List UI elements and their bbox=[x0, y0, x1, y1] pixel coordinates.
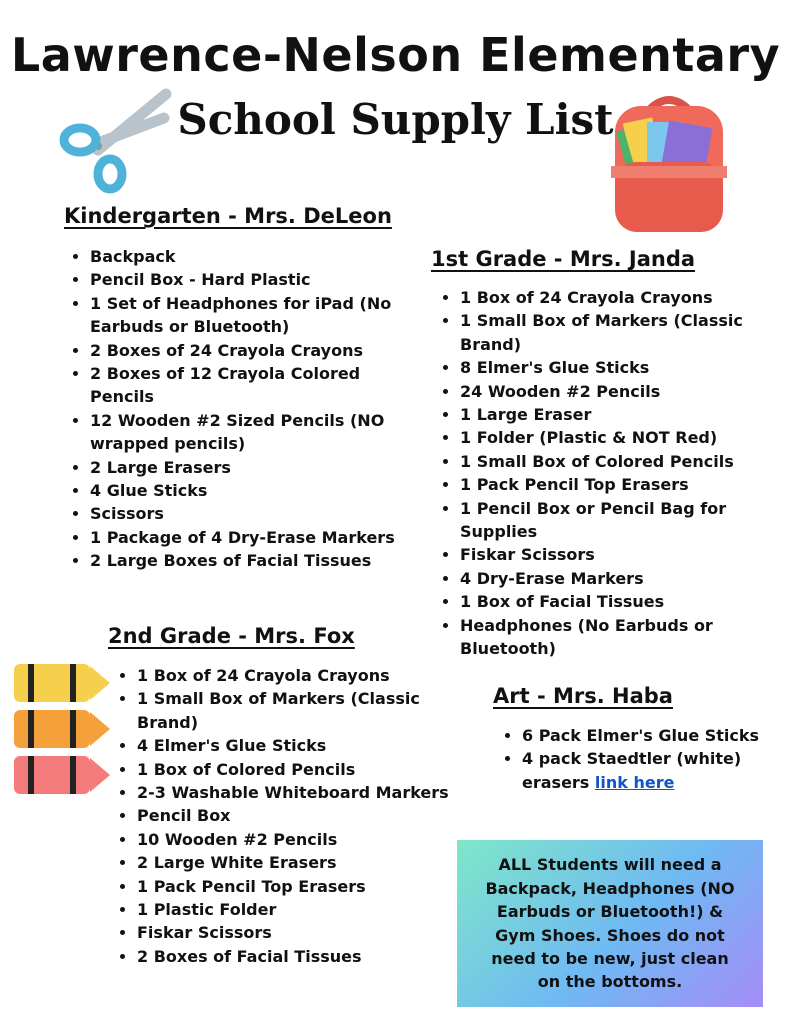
art-heading: Art - Mrs. Haba bbox=[493, 684, 673, 708]
list-item: • 1 Folder (Plastic & NOT Red) bbox=[460, 426, 780, 449]
list-item: • 1 Package of 4 Dry-Erase Markers bbox=[90, 526, 420, 549]
list-item: • 4 Glue Sticks bbox=[90, 479, 420, 502]
list-item: • 2 Boxes of Facial Tissues bbox=[137, 945, 472, 968]
list-item: • 12 Wooden #2 Sized Pencils (NO wrapped pencils) bbox=[90, 409, 420, 456]
list-item: • 1 Large Eraser bbox=[460, 403, 780, 426]
list-item: • 4 Elmer's Glue Sticks bbox=[137, 734, 472, 757]
list-item: • Fiskar Scissors bbox=[137, 921, 472, 944]
second-grade-list bbox=[111, 664, 472, 968]
list-item: • 1 Small Box of Colored Pencils bbox=[460, 450, 780, 473]
list-item: • 1 Box of 24 Crayola Crayons bbox=[460, 286, 780, 309]
all-students-notice bbox=[457, 840, 763, 1007]
list-item: • 1 Box of Facial Tissues bbox=[460, 590, 780, 613]
list-item: • 8 Elmer's Glue Sticks bbox=[460, 356, 780, 379]
list-item: • Pencil Box bbox=[137, 804, 472, 827]
eraser-link[interactable]: link here bbox=[594, 772, 675, 792]
scissors-icon bbox=[58, 88, 173, 200]
list-item: • 2-3 Washable Whiteboard Markers bbox=[137, 781, 472, 804]
crayons-icon bbox=[14, 660, 112, 800]
list-item: • 1 Box of 24 Crayola Crayons bbox=[137, 664, 472, 687]
list-item: • 2 Large Erasers bbox=[90, 456, 420, 479]
art-list bbox=[496, 724, 784, 794]
list-item: • 24 Wooden #2 Pencils bbox=[460, 380, 780, 403]
art-item-text: 4 pack Staedtler (white) erasers bbox=[522, 749, 742, 792]
notice-text: ALL Students will need a Backpack, Headphones (NO Earbuds or Bluetooth!) & Gym Shoes. Shoes do not need to be new, just clean on the bottoms. bbox=[485, 855, 735, 992]
list-item: • Pencil Box - Hard Plastic bbox=[90, 268, 420, 291]
backpack-icon bbox=[607, 92, 731, 234]
kindergarten-heading: Kindergarten - Mrs. DeLeon bbox=[64, 204, 392, 228]
list-item: • 1 Small Box of Markers (Classic Brand) bbox=[137, 687, 472, 734]
list-item: • 2 Boxes of 12 Crayola Colored Pencils bbox=[90, 362, 420, 409]
second-grade-heading: 2nd Grade - Mrs. Fox bbox=[108, 624, 355, 648]
first-grade-list bbox=[434, 286, 780, 661]
list-item: • Backpack bbox=[90, 245, 420, 268]
school-title: Lawrence-Nelson Elementary bbox=[10, 28, 781, 82]
list-item: • Headphones (No Earbuds or Bluetooth) bbox=[460, 614, 780, 661]
list-item: • 1 Set of Headphones for iPad (No Earbuds or Bluetooth) bbox=[90, 292, 420, 339]
list-item: • 1 Pack Pencil Top Erasers bbox=[137, 875, 472, 898]
list-item: • Fiskar Scissors bbox=[460, 543, 780, 566]
list-item: • 6 Pack Elmer's Glue Sticks bbox=[522, 724, 784, 747]
list-item: • 2 Large White Erasers bbox=[137, 851, 472, 874]
first-grade-heading: 1st Grade - Mrs. Janda bbox=[431, 247, 696, 271]
list-item: • 10 Wooden #2 Pencils bbox=[137, 828, 472, 851]
list-item: • Scissors bbox=[90, 502, 420, 525]
list-item: • 2 Boxes of 24 Crayola Crayons bbox=[90, 339, 420, 362]
list-item: • 4 Dry-Erase Markers bbox=[460, 567, 780, 590]
list-item: • 1 Plastic Folder bbox=[137, 898, 472, 921]
list-item: • 2 Large Boxes of Facial Tissues bbox=[90, 549, 420, 572]
page-subtitle: School Supply List bbox=[177, 95, 614, 144]
list-item: • 1 Box of Colored Pencils bbox=[137, 758, 472, 781]
list-item: • 1 Pack Pencil Top Erasers bbox=[460, 473, 780, 496]
list-item bbox=[522, 747, 784, 794]
list-item: • 1 Small Box of Markers (Classic Brand) bbox=[460, 309, 780, 356]
kindergarten-list bbox=[64, 245, 420, 573]
list-item: • 1 Pencil Box or Pencil Bag for Supplies bbox=[460, 497, 780, 544]
